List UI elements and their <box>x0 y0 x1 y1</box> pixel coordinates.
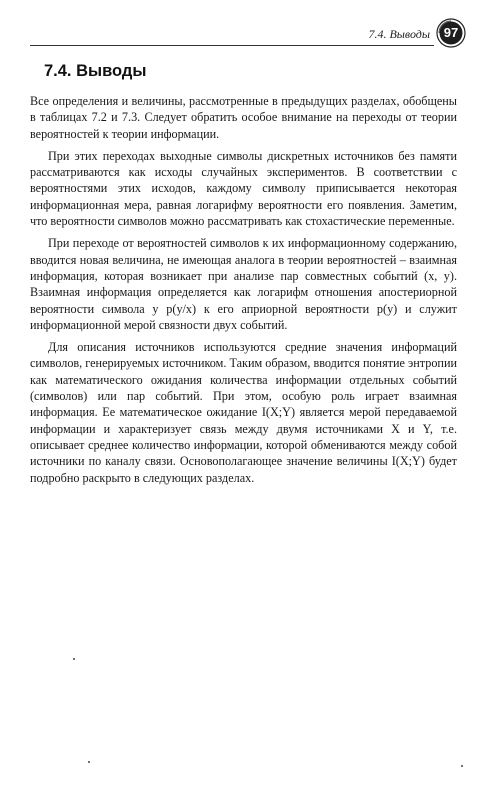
page-number-badge <box>436 18 466 48</box>
paragraph-4: Для описания источников используются средние значения информаций символов, генерируемых источником. Таким образом, вводится понятие энтропии как математического ожидания количества информации отдельных событий (символов) или пар событий. При этом, особую роль играет взаимная информация. Ее математическое ожидание I(X;Y) является мерой передаваемой информации и характеризует связь между двумя источниками X и Y, т.е. описывает среднее количество информации, которой обмениваются между собой источники по каналу связи. Основополагающее значение величины I(X;Y) будет подробно раскрыто в следующих разделах. <box>30 340 457 485</box>
page-number: 97 <box>443 25 459 40</box>
scan-speck <box>461 765 463 767</box>
body-text <box>30 93 457 492</box>
paragraph-1: Все определения и величины, рассмотренные в предыдущих разделах, обобщены в таблицах 7.2 и 7.3. Следует обратить особое внимание на переходы от теории вероятностей к теории информации. <box>30 94 457 141</box>
scan-speck <box>73 658 75 660</box>
header-rule <box>30 45 434 46</box>
scan-speck <box>88 761 90 763</box>
section-title: 7.4. Выводы <box>44 62 147 80</box>
page-header <box>0 18 492 48</box>
running-head: 7.4. Выводы <box>368 27 430 41</box>
paragraph-2: При этих переходах выходные символы дискретных источников без памяти рассматриваются как исходы случайных экспериментов. В соответствии с вероятностями этих исходов, каждому символу приписывается некоторая информационная мера, равная логарифму вероятности его появления. Заметим, что вероятности символов можно рассматривать как стохастические переменные. <box>30 148 457 229</box>
paragraph-3: При переходе от вероятностей символов к их информационному содержанию, вводится новая величина, не имеющая аналога в теории вероятностей – взаимная информация, которая возникает при анализе пар совместных событий (x, y). Взаимная информация определяется как логарифм отношения апостериорной вероятности символа y p(y/x) к его априорной вероятности p(y) и служит информационной мерой связности двух событий. <box>30 236 457 332</box>
